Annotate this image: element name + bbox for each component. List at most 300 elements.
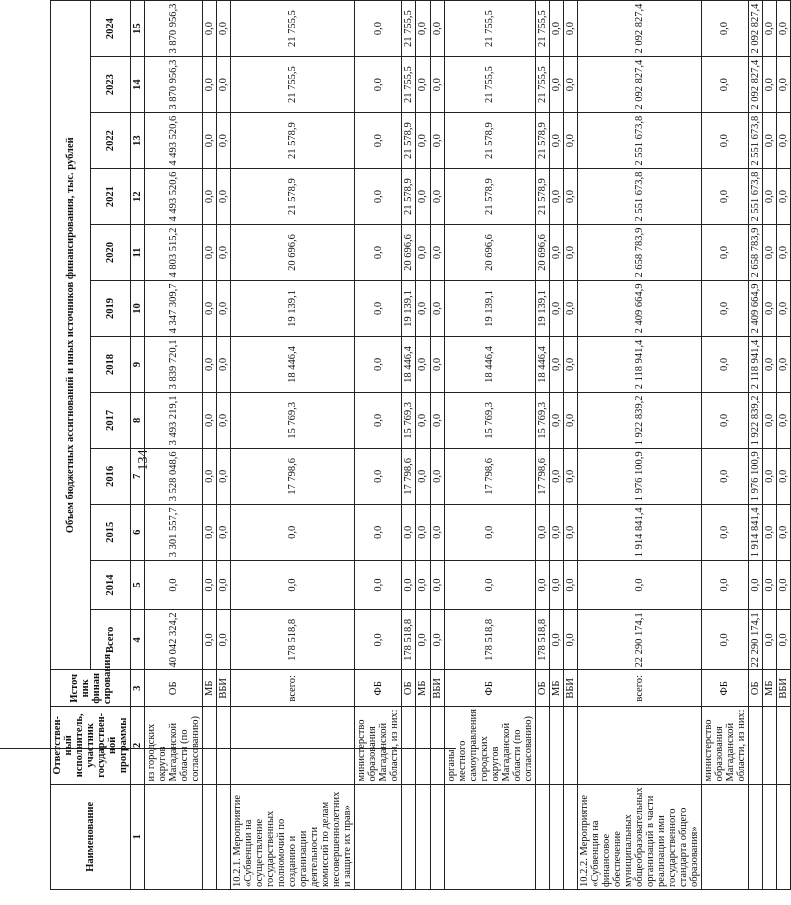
value-cell: 0,0 <box>355 57 402 113</box>
value-cell: 22 290 174,1 <box>577 610 701 670</box>
col-number: 10 <box>131 281 145 337</box>
value-cell: 17 798,6 <box>402 448 416 504</box>
value-cell: 21 755,5 <box>402 57 416 113</box>
measure-name-cell <box>776 784 790 889</box>
table-row <box>701 1 748 890</box>
value-cell: 0,0 <box>355 225 402 281</box>
value-cell: 0,0 <box>217 113 231 169</box>
value-cell: 0,0 <box>416 448 430 504</box>
measure-name-cell <box>430 784 444 889</box>
measure-name-cell <box>402 784 416 889</box>
value-cell: 0,0 <box>416 1 430 57</box>
value-cell: 0,0 <box>549 448 563 504</box>
value-cell: 17 798,6 <box>231 448 355 504</box>
value-cell: 0,0 <box>416 169 430 225</box>
value-cell: 0,0 <box>217 1 231 57</box>
executor-cell <box>231 707 355 784</box>
value-cell: 21 578,9 <box>231 169 355 225</box>
value-cell: 0,0 <box>762 281 776 337</box>
header-year: 2021 <box>91 169 131 225</box>
source-cell: МБ <box>416 670 430 707</box>
value-cell: 0,0 <box>549 225 563 281</box>
table-row <box>563 1 577 890</box>
table-row <box>549 1 563 890</box>
executor-cell <box>577 707 701 784</box>
value-cell: 0,0 <box>701 392 748 448</box>
value-cell: 0,0 <box>776 448 790 504</box>
value-cell: 0,0 <box>416 225 430 281</box>
value-cell: 1 976 100,9 <box>577 448 701 504</box>
executor-cell <box>535 707 549 784</box>
value-cell: 0,0 <box>416 560 430 609</box>
header-executor: Ответствен-ный исполнитель, участник государствен-ной программы <box>51 707 131 784</box>
value-cell: 0,0 <box>549 504 563 560</box>
value-cell: 0,0 <box>203 392 217 448</box>
table-row <box>203 1 217 890</box>
value-cell: 2 092 827,4 <box>577 1 701 57</box>
value-cell: 0,0 <box>355 448 402 504</box>
measure-name-cell: 10.2.1. Мероприятие «Субвенции на осуществление государственных полномочий по созданию и организации деятельности комиссий по делам несовершеннолетних и защите их прав» <box>231 784 355 889</box>
value-cell: 0,0 <box>217 392 231 448</box>
measure-name-cell <box>217 784 231 889</box>
source-cell: МБ <box>549 670 563 707</box>
value-cell: 0,0 <box>217 281 231 337</box>
value-cell: 0,0 <box>701 610 748 670</box>
value-cell: 0,0 <box>203 560 217 609</box>
value-cell: 0,0 <box>549 57 563 113</box>
value-cell: 0,0 <box>203 113 217 169</box>
value-cell: 0,0 <box>701 225 748 281</box>
value-cell: 0,0 <box>701 281 748 337</box>
value-cell: 0,0 <box>416 504 430 560</box>
value-cell: 0,0 <box>430 560 444 609</box>
executor-cell: из городских округов Магаданской области (по согласованию) <box>145 707 203 784</box>
value-cell: 0,0 <box>701 336 748 392</box>
value-cell: 21 755,5 <box>535 57 549 113</box>
value-cell: 0,0 <box>203 225 217 281</box>
header-year: 2017 <box>91 392 131 448</box>
value-cell: 2 551 673,8 <box>577 169 701 225</box>
header-year: 2014 <box>91 560 131 609</box>
value-cell: 0,0 <box>217 57 231 113</box>
value-cell: 15 769,3 <box>402 392 416 448</box>
value-cell: 0,0 <box>776 1 790 57</box>
source-cell: ФБ <box>444 670 535 707</box>
header-source: Источ ник финан сирования <box>51 670 131 707</box>
value-cell: 21 578,9 <box>535 169 549 225</box>
value-cell: 0,0 <box>563 113 577 169</box>
header-name: Наименование <box>51 784 131 889</box>
value-cell: 178 518,8 <box>231 610 355 670</box>
value-cell: 18 446,4 <box>402 336 416 392</box>
value-cell: 2 551 673,8 <box>748 169 762 225</box>
source-cell: ВБИ <box>217 670 231 707</box>
value-cell: 2 118 941,4 <box>748 336 762 392</box>
value-cell: 21 578,9 <box>535 113 549 169</box>
value-cell: 0,0 <box>355 560 402 609</box>
value-cell: 0,0 <box>563 225 577 281</box>
value-cell: 4 493 520,6 <box>145 113 203 169</box>
measure-name-cell <box>203 784 217 889</box>
value-cell: 0,0 <box>762 113 776 169</box>
measure-name-cell <box>549 784 563 889</box>
value-cell: 0,0 <box>762 1 776 57</box>
table-row <box>402 1 416 890</box>
executor-cell <box>430 707 444 784</box>
value-cell: 0,0 <box>402 504 416 560</box>
col-number: 7 <box>131 448 145 504</box>
value-cell: 0,0 <box>776 392 790 448</box>
value-cell: 21 578,9 <box>444 113 535 169</box>
value-cell: 0,0 <box>762 225 776 281</box>
value-cell: 0,0 <box>444 560 535 609</box>
table-row <box>748 1 762 890</box>
value-cell: 0,0 <box>762 57 776 113</box>
source-cell: ФБ <box>701 670 748 707</box>
executor-cell: министерство образования Магаданской области, из них: <box>355 707 402 784</box>
value-cell: 0,0 <box>217 169 231 225</box>
value-cell: 0,0 <box>549 392 563 448</box>
value-cell: 1 976 100,9 <box>748 448 762 504</box>
col-number: 15 <box>131 1 145 57</box>
value-cell: 0,0 <box>217 336 231 392</box>
measure-name-cell <box>701 784 748 889</box>
value-cell: 2 658 783,9 <box>577 225 701 281</box>
header-year: 2022 <box>91 113 131 169</box>
value-cell: 0,0 <box>444 504 535 560</box>
value-cell: 20 696,6 <box>402 225 416 281</box>
value-cell: 20 696,6 <box>444 225 535 281</box>
header-year: 2019 <box>91 281 131 337</box>
value-cell: 0,0 <box>416 57 430 113</box>
value-cell: 17 798,6 <box>444 448 535 504</box>
value-cell: 0,0 <box>203 504 217 560</box>
header-funding-group: Объем бюджетных ассигнований и иных источников финансирования, тыс. рублей <box>51 1 91 671</box>
executor-cell <box>203 707 217 784</box>
value-cell: 0,0 <box>762 610 776 670</box>
value-cell: 3 870 956,3 <box>145 57 203 113</box>
col-number: 3 <box>131 670 145 707</box>
value-cell: 0,0 <box>776 610 790 670</box>
value-cell: 2 409 664,9 <box>748 281 762 337</box>
table-row <box>355 1 402 890</box>
table-row <box>231 1 355 890</box>
col-number: 13 <box>131 113 145 169</box>
value-cell: 21 755,5 <box>535 1 549 57</box>
value-cell: 0,0 <box>430 610 444 670</box>
value-cell: 0,0 <box>762 336 776 392</box>
value-cell: 0,0 <box>430 57 444 113</box>
value-cell: 2 551 673,8 <box>577 113 701 169</box>
value-cell: 0,0 <box>776 336 790 392</box>
value-cell: 0,0 <box>563 560 577 609</box>
value-cell: 0,0 <box>355 113 402 169</box>
value-cell: 0,0 <box>701 57 748 113</box>
header-year: 2016 <box>91 448 131 504</box>
value-cell: 0,0 <box>430 281 444 337</box>
value-cell: 2 118 941,4 <box>577 336 701 392</box>
value-cell: 2 092 827,4 <box>748 1 762 57</box>
value-cell: 178 518,8 <box>402 610 416 670</box>
value-cell: 21 578,9 <box>231 113 355 169</box>
value-cell: 20 696,6 <box>231 225 355 281</box>
value-cell: 0,0 <box>762 504 776 560</box>
value-cell: 2 092 827,4 <box>748 57 762 113</box>
value-cell: 0,0 <box>701 448 748 504</box>
value-cell: 0,0 <box>430 336 444 392</box>
page-number: 134 <box>136 449 151 471</box>
value-cell: 3 528 048,6 <box>145 448 203 504</box>
table-row <box>217 1 231 890</box>
value-cell: 15 769,3 <box>444 392 535 448</box>
value-cell: 4 347 309,7 <box>145 281 203 337</box>
col-number: 9 <box>131 336 145 392</box>
value-cell: 0,0 <box>701 504 748 560</box>
value-cell: 0,0 <box>231 560 355 609</box>
value-cell: 0,0 <box>416 392 430 448</box>
value-cell: 0,0 <box>549 336 563 392</box>
value-cell: 0,0 <box>701 169 748 225</box>
value-cell: 0,0 <box>762 560 776 609</box>
value-cell: 15 769,3 <box>535 392 549 448</box>
value-cell: 0,0 <box>563 1 577 57</box>
value-cell: 1 922 839,2 <box>577 392 701 448</box>
value-cell: 0,0 <box>762 169 776 225</box>
value-cell: 0,0 <box>355 336 402 392</box>
value-cell: 1 914 841,4 <box>748 504 762 560</box>
header-total: Всего <box>91 610 131 670</box>
header-year: 2015 <box>91 504 131 560</box>
measure-name-cell: 10.2.2. Мероприятие «Субвенция на финансовое обеспечение муниципальных общеобразовательных организаций в части реализации ими государственного стандарта общего образования» <box>577 784 701 889</box>
source-cell: ОБ <box>748 670 762 707</box>
value-cell: 0,0 <box>776 504 790 560</box>
source-cell: МБ <box>762 670 776 707</box>
header-year: 2020 <box>91 225 131 281</box>
value-cell: 0,0 <box>203 336 217 392</box>
measure-name-cell <box>748 784 762 889</box>
value-cell: 178 518,8 <box>535 610 549 670</box>
table-row <box>145 1 203 890</box>
measure-name-cell <box>416 784 430 889</box>
value-cell: 0,0 <box>563 610 577 670</box>
value-cell: 21 755,5 <box>444 1 535 57</box>
value-cell: 0,0 <box>203 1 217 57</box>
value-cell: 0,0 <box>430 225 444 281</box>
value-cell: 0,0 <box>355 281 402 337</box>
value-cell: 0,0 <box>701 113 748 169</box>
value-cell: 0,0 <box>776 113 790 169</box>
value-cell: 0,0 <box>701 560 748 609</box>
value-cell: 3 870 956,3 <box>145 1 203 57</box>
value-cell: 0,0 <box>217 610 231 670</box>
value-cell: 0,0 <box>776 57 790 113</box>
value-cell: 0,0 <box>563 392 577 448</box>
value-cell: 0,0 <box>430 169 444 225</box>
value-cell: 15 769,3 <box>231 392 355 448</box>
executor-cell <box>549 707 563 784</box>
value-cell: 21 755,5 <box>402 1 416 57</box>
value-cell: 0,0 <box>776 225 790 281</box>
value-cell: 0,0 <box>549 281 563 337</box>
value-cell: 0,0 <box>748 560 762 609</box>
value-cell: 0,0 <box>355 169 402 225</box>
value-cell: 4 803 515,2 <box>145 225 203 281</box>
value-cell: 0,0 <box>355 610 402 670</box>
executor-cell <box>563 707 577 784</box>
value-cell: 0,0 <box>231 504 355 560</box>
value-cell: 0,0 <box>563 448 577 504</box>
value-cell: 0,0 <box>535 504 549 560</box>
value-cell: 0,0 <box>203 610 217 670</box>
value-cell: 0,0 <box>549 560 563 609</box>
value-cell: 0,0 <box>217 448 231 504</box>
value-cell: 18 446,4 <box>535 336 549 392</box>
value-cell: 2 658 783,9 <box>748 225 762 281</box>
source-cell: всего: <box>577 670 701 707</box>
value-cell: 0,0 <box>430 392 444 448</box>
value-cell: 20 696,6 <box>535 225 549 281</box>
value-cell: 0,0 <box>535 560 549 609</box>
value-cell: 0,0 <box>203 169 217 225</box>
table-row <box>762 1 776 890</box>
col-number: 5 <box>131 560 145 609</box>
value-cell: 21 578,9 <box>444 169 535 225</box>
source-cell: ВБИ <box>430 670 444 707</box>
col-number: 11 <box>131 225 145 281</box>
value-cell: 0,0 <box>549 113 563 169</box>
col-number: 4 <box>131 610 145 670</box>
value-cell: 19 139,1 <box>535 281 549 337</box>
value-cell: 0,0 <box>355 1 402 57</box>
executor-cell: органы местного самоуправления городских округов Магаданской области (по согласованию) <box>444 707 535 784</box>
executor-cell <box>762 707 776 784</box>
value-cell: 0,0 <box>217 225 231 281</box>
executor-cell: министерство образования Магаданской области, из них: <box>701 707 748 784</box>
measure-name-cell <box>145 784 203 889</box>
value-cell: 21 578,9 <box>402 113 416 169</box>
rotated-table-container <box>50 0 789 890</box>
header-year: 2024 <box>91 1 131 57</box>
table-row <box>416 1 430 890</box>
value-cell: 0,0 <box>430 1 444 57</box>
value-cell: 21 578,9 <box>402 169 416 225</box>
value-cell: 22 290 174,1 <box>748 610 762 670</box>
measure-name-cell <box>563 784 577 889</box>
value-cell: 0,0 <box>416 113 430 169</box>
value-cell: 2 551 673,8 <box>748 113 762 169</box>
executor-cell <box>748 707 762 784</box>
table-row <box>430 1 444 890</box>
value-cell: 0,0 <box>145 560 203 609</box>
source-cell: ВБИ <box>776 670 790 707</box>
measure-name-cell <box>444 784 535 889</box>
source-cell: ФБ <box>355 670 402 707</box>
value-cell: 0,0 <box>203 448 217 504</box>
executor-cell <box>217 707 231 784</box>
value-cell: 0,0 <box>416 281 430 337</box>
col-number: 2 <box>131 707 145 784</box>
table-row <box>535 1 549 890</box>
value-cell: 40 042 324,2 <box>145 610 203 670</box>
source-cell: ОБ <box>145 670 203 707</box>
source-cell: ВБИ <box>563 670 577 707</box>
value-cell: 178 518,8 <box>444 610 535 670</box>
value-cell: 3 301 557,7 <box>145 504 203 560</box>
value-cell: 0,0 <box>549 169 563 225</box>
value-cell: 0,0 <box>203 57 217 113</box>
value-cell: 0,0 <box>416 610 430 670</box>
value-cell: 0,0 <box>701 1 748 57</box>
value-cell: 0,0 <box>563 504 577 560</box>
source-cell: ОБ <box>402 670 416 707</box>
value-cell: 0,0 <box>563 57 577 113</box>
value-cell: 2 092 827,4 <box>577 57 701 113</box>
table-body <box>145 1 791 890</box>
header-year: 2018 <box>91 336 131 392</box>
budget-table <box>50 0 791 890</box>
executor-cell <box>402 707 416 784</box>
value-cell: 0,0 <box>549 1 563 57</box>
value-cell: 21 755,5 <box>231 57 355 113</box>
value-cell: 0,0 <box>563 336 577 392</box>
value-cell: 18 446,4 <box>444 336 535 392</box>
header-year: 2023 <box>91 57 131 113</box>
value-cell: 17 798,6 <box>535 448 549 504</box>
value-cell: 0,0 <box>577 560 701 609</box>
executor-cell <box>416 707 430 784</box>
table-row <box>776 1 790 890</box>
source-cell: МБ <box>203 670 217 707</box>
value-cell: 0,0 <box>355 504 402 560</box>
value-cell: 0,0 <box>402 560 416 609</box>
measure-name-cell <box>355 784 402 889</box>
measure-name-cell <box>535 784 549 889</box>
value-cell: 0,0 <box>563 169 577 225</box>
col-number: 6 <box>131 504 145 560</box>
value-cell: 0,0 <box>549 610 563 670</box>
table-row <box>444 1 535 890</box>
value-cell: 0,0 <box>355 392 402 448</box>
value-cell: 0,0 <box>416 336 430 392</box>
value-cell: 4 493 520,6 <box>145 169 203 225</box>
col-number: 12 <box>131 169 145 225</box>
value-cell: 19 139,1 <box>444 281 535 337</box>
source-cell: всего: <box>231 670 355 707</box>
col-number: 14 <box>131 57 145 113</box>
value-cell: 0,0 <box>430 504 444 560</box>
value-cell: 1 914 841,4 <box>577 504 701 560</box>
value-cell: 0,0 <box>762 392 776 448</box>
value-cell: 0,0 <box>430 113 444 169</box>
value-cell: 0,0 <box>563 281 577 337</box>
value-cell: 21 755,5 <box>444 57 535 113</box>
value-cell: 2 409 664,9 <box>577 281 701 337</box>
value-cell: 1 922 839,2 <box>748 392 762 448</box>
value-cell: 3 493 219,1 <box>145 392 203 448</box>
value-cell: 0,0 <box>776 169 790 225</box>
value-cell: 0,0 <box>203 281 217 337</box>
value-cell: 0,0 <box>776 560 790 609</box>
col-number: 1 <box>131 784 145 889</box>
value-cell: 19 139,1 <box>231 281 355 337</box>
table-row <box>577 1 701 890</box>
value-cell: 3 839 720,1 <box>145 336 203 392</box>
value-cell: 0,0 <box>217 504 231 560</box>
value-cell: 18 446,4 <box>231 336 355 392</box>
value-cell: 0,0 <box>217 560 231 609</box>
value-cell: 0,0 <box>776 281 790 337</box>
executor-cell <box>776 707 790 784</box>
